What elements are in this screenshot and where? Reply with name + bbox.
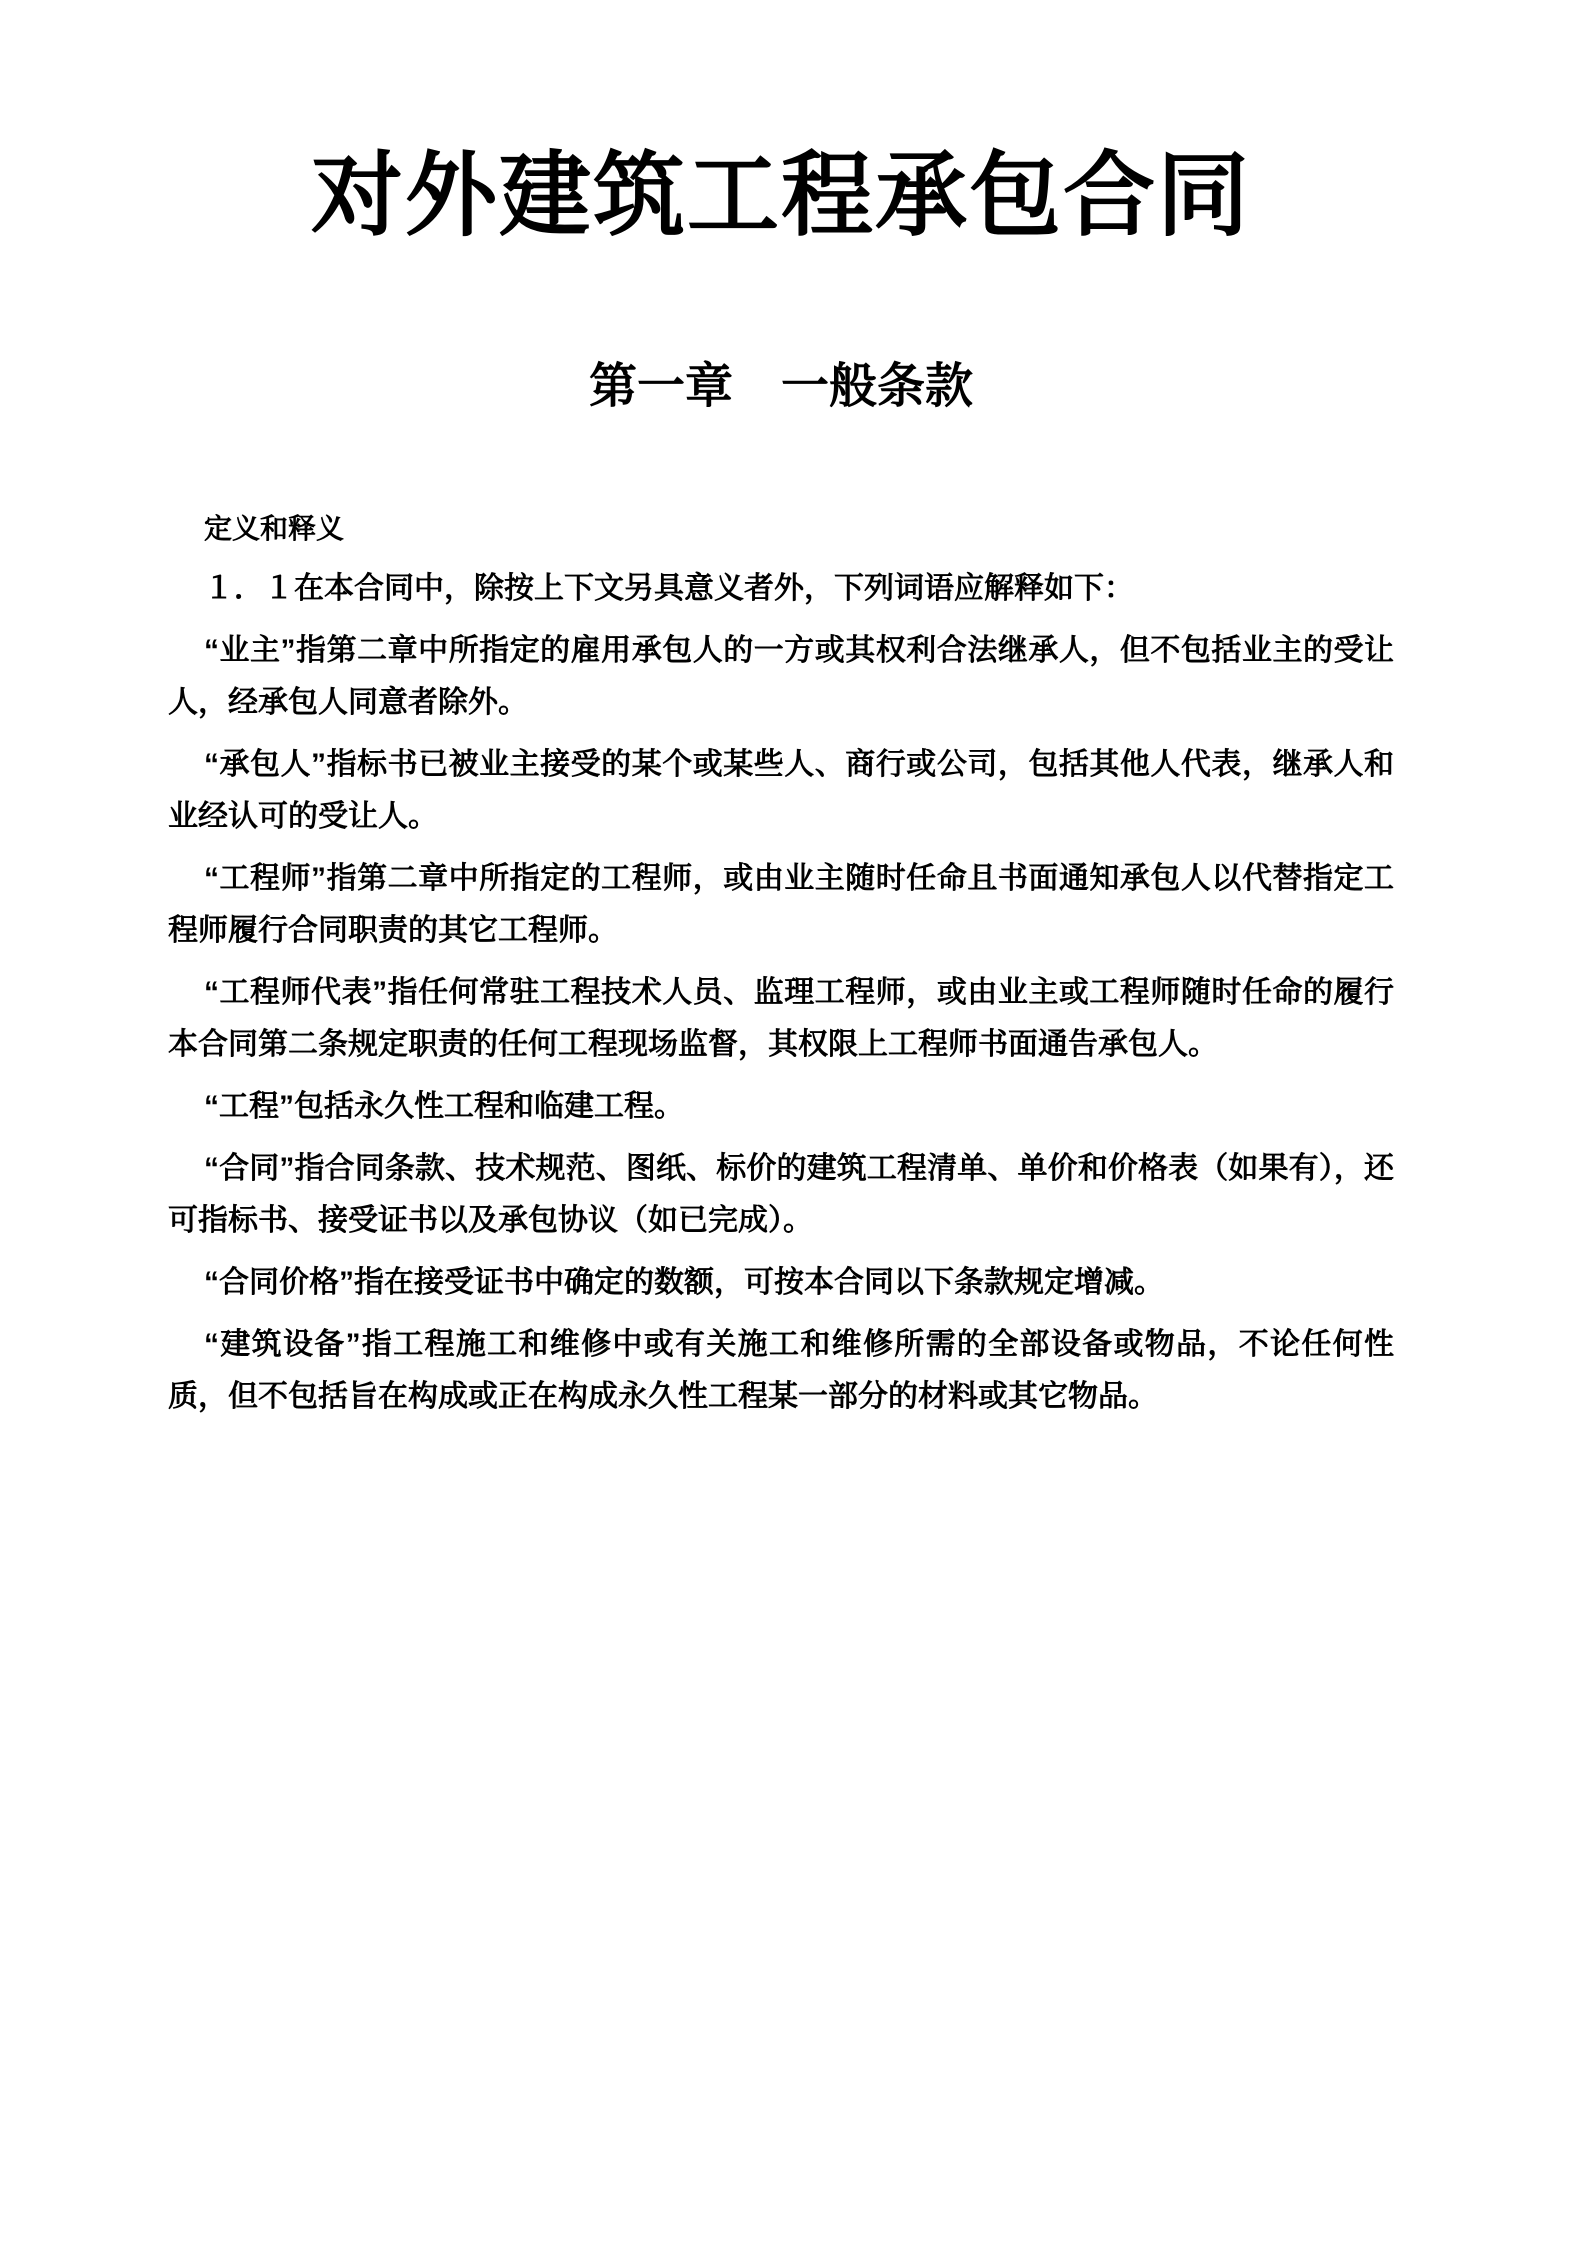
document-title: 对外建筑工程承包合同 [310, 145, 1251, 247]
document-body [168, 503, 1394, 1423]
chapter-heading: 第一章 一般条款 [588, 359, 973, 413]
body-paragraph: “工程师代表”指任何常驻工程技术人员、监理工程师，或由业主或工程师随时任命的履行本合同第二条规定职责的任何工程现场监督，其权限上工程师书面通告承包人。 [168, 976, 1394, 1062]
body-paragraph: “合同价格”指在接受证书中确定的数额，可按本合同以下条款规定增减。 [204, 1266, 1164, 1300]
body-paragraph: “建筑设备”指工程施工和维修中或有关施工和维修所需的全部设备或物品，不论任何性质，但不包括旨在构成或正在构成永久性工程某一部分的材料或其它物品。 [168, 1328, 1394, 1414]
section-heading: 定义和释义 [204, 513, 345, 545]
body-paragraph: “工程师”指第二章中所指定的工程师，或由业主随时任命且书面通知承包人以代替指定工程师履行合同职责的其它工程师。 [168, 862, 1394, 948]
body-paragraph: “合同”指合同条款、技术规范、图纸、标价的建筑工程清单、单价和价格表（如果有），还可指标书、接受证书以及承包协议（如已完成）。 [168, 1152, 1394, 1238]
body-paragraph: “业主”指第二章中所指定的雇用承包人的一方或其权利合法继承人，但不包括业主的受让人，经承包人同意者除外。 [168, 634, 1394, 720]
body-paragraph: １．１在本合同中，除按上下文另具意义者外，下列词语应解释如下： [204, 572, 1134, 606]
body-paragraph: “工程”包括永久性工程和临建工程。 [204, 1090, 684, 1124]
body-paragraph: “承包人”指标书已被业主接受的某个或某些人、商行或公司，包括其他人代表，继承人和业经认可的受让人。 [168, 748, 1394, 834]
